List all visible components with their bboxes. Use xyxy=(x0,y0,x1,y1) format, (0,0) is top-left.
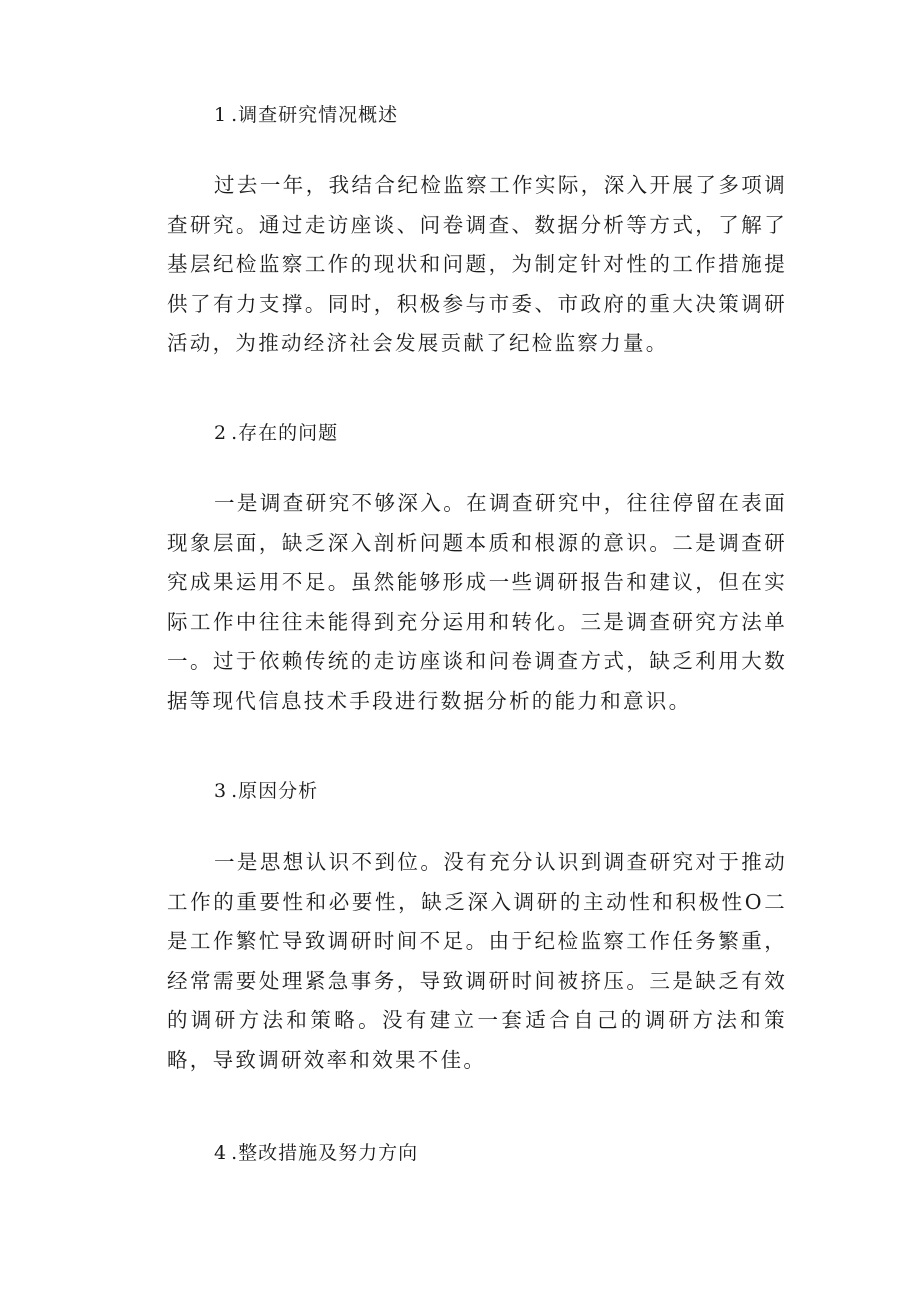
section-number: 2 xyxy=(214,422,228,444)
section-number: 3 xyxy=(214,780,228,802)
section-title: .存在的问题 xyxy=(231,422,339,444)
section-number: 4 xyxy=(214,1142,228,1164)
section-title: .整改措施及努力方向 xyxy=(231,1142,419,1164)
section-number: 1 xyxy=(214,104,228,126)
section-body-3: 一是思想认识不到位。没有充分认识到调查研究对于推动工作的重要性和必要性，缺乏深入调研的主动性和积极性O二是工作繁忙导致调研时间不足。由于纪检监察工作任务繁重，经常需要处理紧急事务，导致调研时间被挤压。三是缺乏有效的调研方法和策略。没有建立一套适合自己的调研方法和策略，导致调研效率和效果不佳。 xyxy=(167,850,787,1072)
section-heading-3 xyxy=(214,776,318,806)
section-body-2: 一是调查研究不够深入。在调查研究中，往往停留在表面现象层面，缺乏深入剖析问题本质和根源的意识。二是调查研究成果运用不足。虽然能够形成一些调研报告和建议，但在实际工作中往往未能得到充分运用和转化。三是调查研究方法单一。过于依赖传统的走访座谈和问卷调查方式，缺乏利用大数据等现代信息技术手段进行数据分析的能力和意识。 xyxy=(167,491,787,713)
section-heading-1 xyxy=(214,100,398,130)
section-title: .调查研究情况概述 xyxy=(231,104,399,126)
section-title: .原因分析 xyxy=(231,780,319,802)
section-body-1: 过去一年，我结合纪检监察工作实际，深入开展了多项调查研究。通过走访座谈、问卷调查、数据分析等方式，了解了基层纪检监察工作的现状和问题，为制定针对性的工作措施提供了有力支撑。同时，积极参与市委、市政府的重大决策调研活动，为推动经济社会发展贡献了纪检监察力量。 xyxy=(167,173,787,356)
section-heading-4 xyxy=(214,1138,418,1168)
section-heading-2 xyxy=(214,418,338,448)
